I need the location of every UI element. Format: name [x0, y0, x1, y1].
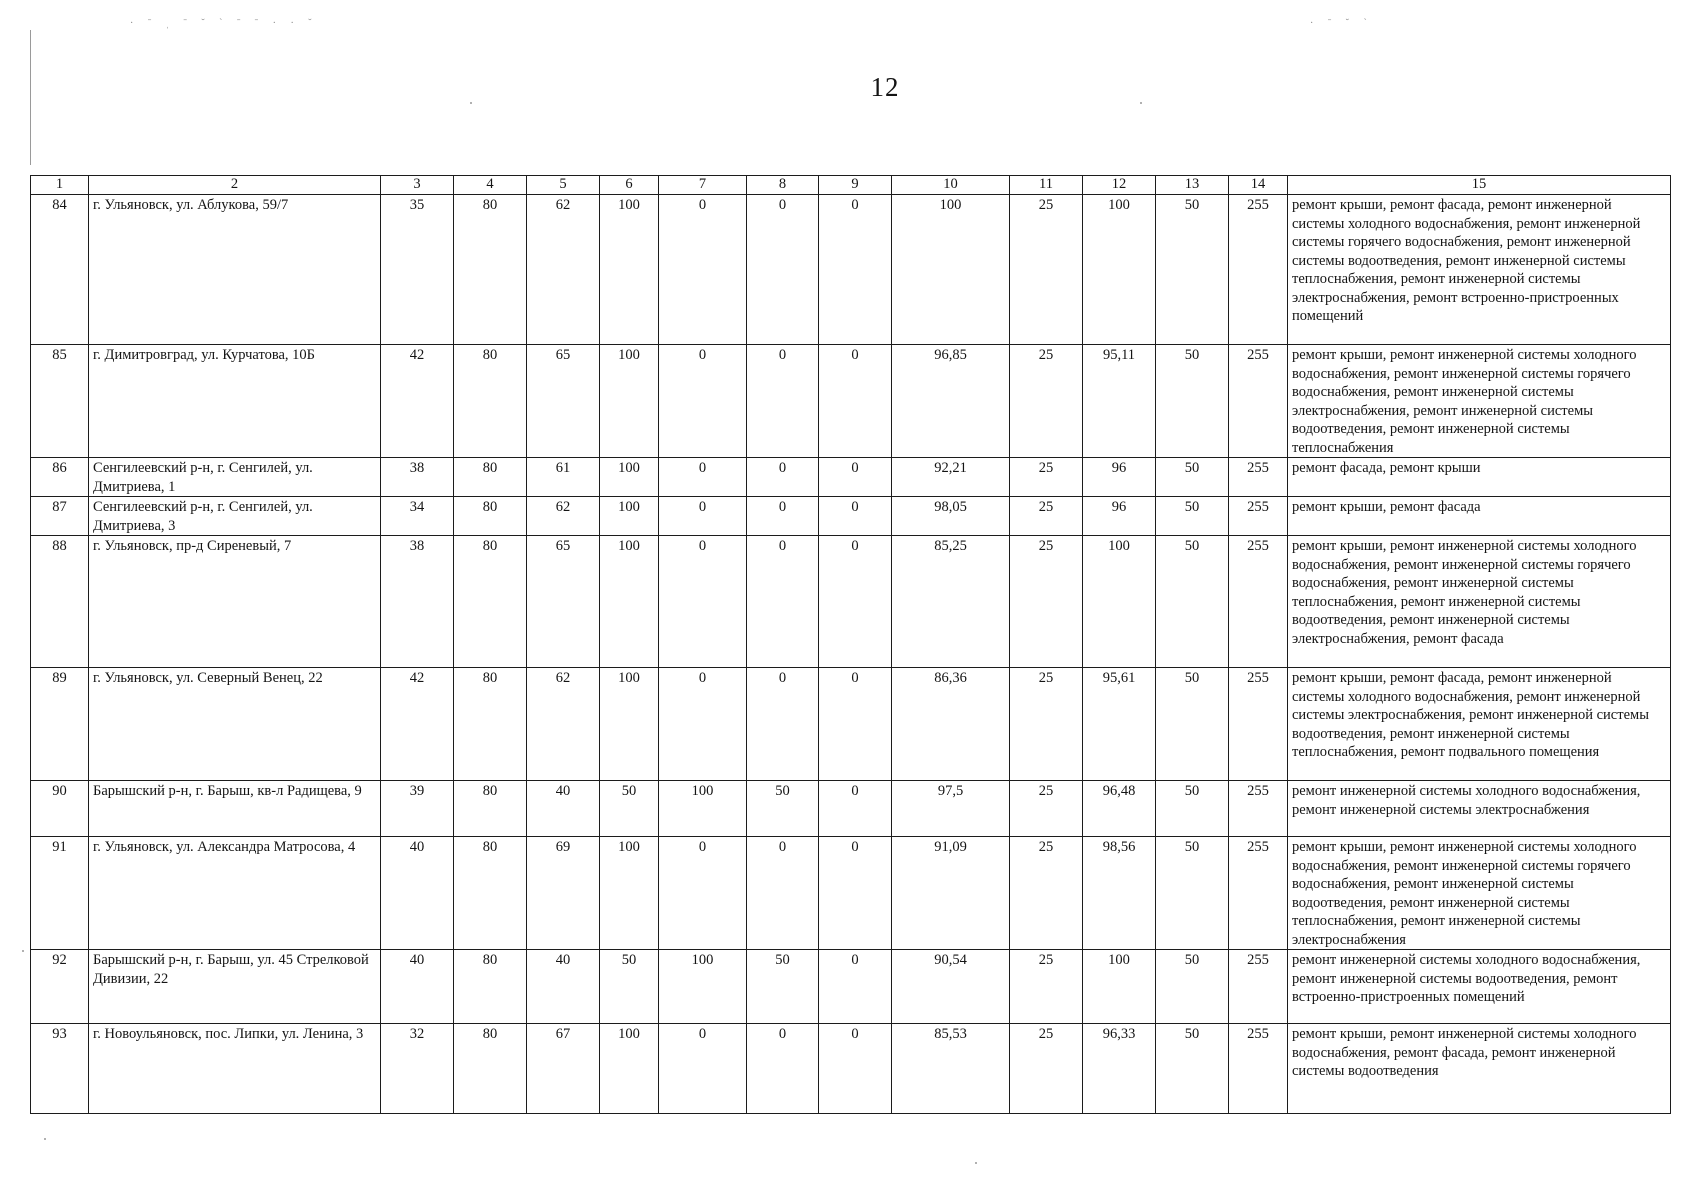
- table-row: [31, 1024, 1671, 1114]
- value-cell: 0: [747, 668, 819, 781]
- value-cell: 100: [1083, 195, 1156, 345]
- value-cell: 50: [1156, 195, 1229, 345]
- header-row: [31, 176, 1671, 195]
- value-cell: 50: [1156, 458, 1229, 497]
- row-number-cell: 92: [31, 950, 89, 1024]
- value-cell: 38: [381, 536, 454, 668]
- value-cell: 25: [1010, 1024, 1083, 1114]
- table-row: [31, 345, 1671, 458]
- works-cell: ремонт крыши, ремонт инженерной системы холодного водоснабжения, ремонт инженерной системы горячего водоснабжения, ремонт инженерной системы электроснабжения, ремонт инженерной системы водоотведения, ремонт инженерной системы теплоснабжения: [1288, 345, 1671, 458]
- value-cell: 38: [381, 458, 454, 497]
- column-header-6: 6: [600, 176, 659, 195]
- value-cell: 90,54: [892, 950, 1010, 1024]
- value-cell: 80: [454, 458, 527, 497]
- value-cell: 255: [1229, 837, 1288, 950]
- value-cell: 80: [454, 837, 527, 950]
- value-cell: 95,61: [1083, 668, 1156, 781]
- value-cell: 50: [600, 950, 659, 1024]
- value-cell: 80: [454, 668, 527, 781]
- value-cell: 0: [659, 195, 747, 345]
- value-cell: 98,05: [892, 497, 1010, 536]
- value-cell: 86,36: [892, 668, 1010, 781]
- value-cell: 50: [747, 950, 819, 1024]
- value-cell: 100: [600, 668, 659, 781]
- column-header-9: 9: [819, 176, 892, 195]
- value-cell: 0: [747, 837, 819, 950]
- works-cell: ремонт крыши, ремонт инженерной системы холодного водоснабжения, ремонт инженерной системы горячего водоснабжения, ремонт инженерной системы теплоснабжения, ремонт инженерной системы водоотведения, ремонт инженерной системы электроснабжения, ремонт фасада: [1288, 536, 1671, 668]
- value-cell: 0: [659, 536, 747, 668]
- value-cell: 50: [1156, 837, 1229, 950]
- value-cell: 25: [1010, 781, 1083, 837]
- row-number-cell: 87: [31, 497, 89, 536]
- row-number-cell: 85: [31, 345, 89, 458]
- value-cell: 0: [747, 1024, 819, 1114]
- row-number-cell: 91: [31, 837, 89, 950]
- value-cell: 50: [1156, 536, 1229, 668]
- works-cell: ремонт крыши, ремонт инженерной системы холодного водоснабжения, ремонт фасада, ремонт инженерной системы водоотведения: [1288, 1024, 1671, 1114]
- value-cell: 255: [1229, 497, 1288, 536]
- value-cell: 100: [600, 1024, 659, 1114]
- value-cell: 62: [527, 195, 600, 345]
- value-cell: 25: [1010, 536, 1083, 668]
- value-cell: 100: [659, 781, 747, 837]
- value-cell: 100: [1083, 950, 1156, 1024]
- address-cell: Барышский р-н, г. Барыш, ул. 45 Стрелковой Дивизии, 22: [89, 950, 381, 1024]
- address-cell: г. Димитровград, ул. Курчатова, 10Б: [89, 345, 381, 458]
- value-cell: 96,48: [1083, 781, 1156, 837]
- scan-speck: [44, 1138, 46, 1140]
- value-cell: 100: [1083, 536, 1156, 668]
- value-cell: 80: [454, 345, 527, 458]
- address-cell: г. Ульяновск, ул. Северный Венец, 22: [89, 668, 381, 781]
- column-header-4: 4: [454, 176, 527, 195]
- column-header-7: 7: [659, 176, 747, 195]
- value-cell: 100: [600, 195, 659, 345]
- value-cell: 25: [1010, 195, 1083, 345]
- value-cell: 100: [600, 497, 659, 536]
- works-cell: ремонт фасада, ремонт крыши: [1288, 458, 1671, 497]
- value-cell: 80: [454, 497, 527, 536]
- value-cell: 50: [1156, 497, 1229, 536]
- value-cell: 100: [600, 536, 659, 668]
- value-cell: 50: [747, 781, 819, 837]
- value-cell: 96: [1083, 458, 1156, 497]
- value-cell: 42: [381, 668, 454, 781]
- value-cell: 0: [659, 1024, 747, 1114]
- value-cell: 25: [1010, 345, 1083, 458]
- works-cell: ремонт инженерной системы холодного водоснабжения, ремонт инженерной системы водоотведения, ремонт встроенно-пристроенных помещений: [1288, 950, 1671, 1024]
- works-cell: ремонт инженерной системы холодного водоснабжения, ремонт инженерной системы электроснабжения: [1288, 781, 1671, 837]
- value-cell: 95,11: [1083, 345, 1156, 458]
- value-cell: 255: [1229, 345, 1288, 458]
- value-cell: 50: [1156, 950, 1229, 1024]
- scan-artifact-marks: · ˉ ˌ ˉ ˘ ˋ ˉ ˉ · · ˘: [130, 18, 318, 29]
- value-cell: 0: [819, 837, 892, 950]
- value-cell: 100: [600, 345, 659, 458]
- value-cell: 96,85: [892, 345, 1010, 458]
- value-cell: 255: [1229, 195, 1288, 345]
- value-cell: 40: [381, 837, 454, 950]
- value-cell: 0: [819, 950, 892, 1024]
- value-cell: 0: [659, 345, 747, 458]
- value-cell: 100: [659, 950, 747, 1024]
- value-cell: 39: [381, 781, 454, 837]
- value-cell: 0: [659, 497, 747, 536]
- value-cell: 25: [1010, 497, 1083, 536]
- address-cell: г. Новоульяновск, пос. Липки, ул. Ленина, 3: [89, 1024, 381, 1114]
- table-row: [31, 837, 1671, 950]
- table-row: [31, 497, 1671, 536]
- column-header-3: 3: [381, 176, 454, 195]
- row-number-cell: 93: [31, 1024, 89, 1114]
- value-cell: 80: [454, 1024, 527, 1114]
- value-cell: 35: [381, 195, 454, 345]
- address-cell: Барышский р-н, г. Барыш, кв-л Радищева, 9: [89, 781, 381, 837]
- column-header-11: 11: [1010, 176, 1083, 195]
- value-cell: 0: [747, 536, 819, 668]
- value-cell: 255: [1229, 668, 1288, 781]
- row-number-cell: 88: [31, 536, 89, 668]
- table-row: [31, 781, 1671, 837]
- column-header-2: 2: [89, 176, 381, 195]
- value-cell: 62: [527, 668, 600, 781]
- value-cell: 255: [1229, 536, 1288, 668]
- scan-artifact-marks-right: · ˉ ˘ ˋ: [1310, 18, 1373, 29]
- value-cell: 50: [1156, 1024, 1229, 1114]
- column-header-5: 5: [527, 176, 600, 195]
- column-header-8: 8: [747, 176, 819, 195]
- address-cell: г. Ульяновск, ул. Александра Матросова, 4: [89, 837, 381, 950]
- value-cell: 96: [1083, 497, 1156, 536]
- value-cell: 42: [381, 345, 454, 458]
- column-header-12: 12: [1083, 176, 1156, 195]
- value-cell: 97,5: [892, 781, 1010, 837]
- row-number-cell: 89: [31, 668, 89, 781]
- works-cell: ремонт крыши, ремонт фасада, ремонт инженерной системы холодного водоснабжения, ремонт инженерной системы электроснабжения, ремонт инженерной системы водоотведения, ремонт инженерной системы теплоснабжения, ремонт подвального помещения: [1288, 668, 1671, 781]
- value-cell: 32: [381, 1024, 454, 1114]
- value-cell: 0: [819, 458, 892, 497]
- value-cell: 25: [1010, 668, 1083, 781]
- table-row: [31, 458, 1671, 497]
- table-row: [31, 950, 1671, 1024]
- table-row: [31, 195, 1671, 345]
- value-cell: 255: [1229, 458, 1288, 497]
- value-cell: 62: [527, 497, 600, 536]
- value-cell: 67: [527, 1024, 600, 1114]
- value-cell: 92,21: [892, 458, 1010, 497]
- value-cell: 85,53: [892, 1024, 1010, 1114]
- value-cell: 255: [1229, 781, 1288, 837]
- value-cell: 69: [527, 837, 600, 950]
- column-header-15: 15: [1288, 176, 1671, 195]
- value-cell: 25: [1010, 837, 1083, 950]
- column-header-1: 1: [31, 176, 89, 195]
- address-cell: г. Ульяновск, пр-д Сиреневый, 7: [89, 536, 381, 668]
- value-cell: 0: [747, 345, 819, 458]
- value-cell: 0: [819, 1024, 892, 1114]
- value-cell: 34: [381, 497, 454, 536]
- address-cell: г. Ульяновск, ул. Аблукова, 59/7: [89, 195, 381, 345]
- table-row: [31, 668, 1671, 781]
- address-cell: Сенгилеевский р-н, г. Сенгилей, ул. Дмитриева, 1: [89, 458, 381, 497]
- value-cell: 100: [600, 837, 659, 950]
- value-cell: 96,33: [1083, 1024, 1156, 1114]
- value-cell: 65: [527, 345, 600, 458]
- value-cell: 0: [819, 195, 892, 345]
- works-cell: ремонт крыши, ремонт инженерной системы холодного водоснабжения, ремонт инженерной системы горячего водоснабжения, ремонт инженерной системы водоотведения, ремонт инженерной системы теплоснабжения, ремонт инженерной системы электроснабжения: [1288, 837, 1671, 950]
- value-cell: 80: [454, 950, 527, 1024]
- column-header-10: 10: [892, 176, 1010, 195]
- housing-repair-table: [30, 175, 1671, 1114]
- value-cell: 0: [819, 345, 892, 458]
- value-cell: 91,09: [892, 837, 1010, 950]
- value-cell: 25: [1010, 458, 1083, 497]
- table-body: [31, 195, 1671, 1114]
- value-cell: 25: [1010, 950, 1083, 1024]
- page-number: 12: [870, 72, 900, 102]
- value-cell: 65: [527, 536, 600, 668]
- value-cell: 0: [659, 837, 747, 950]
- value-cell: 0: [819, 497, 892, 536]
- value-cell: 50: [1156, 668, 1229, 781]
- value-cell: 80: [454, 781, 527, 837]
- value-cell: 61: [527, 458, 600, 497]
- table-row: [31, 536, 1671, 668]
- value-cell: 80: [454, 536, 527, 668]
- value-cell: 40: [527, 950, 600, 1024]
- column-header-13: 13: [1156, 176, 1229, 195]
- value-cell: 0: [747, 195, 819, 345]
- value-cell: 0: [747, 458, 819, 497]
- column-header-14: 14: [1229, 176, 1288, 195]
- value-cell: 50: [600, 781, 659, 837]
- value-cell: 40: [381, 950, 454, 1024]
- value-cell: 0: [659, 458, 747, 497]
- row-number-cell: 84: [31, 195, 89, 345]
- value-cell: 40: [527, 781, 600, 837]
- value-cell: 0: [819, 536, 892, 668]
- value-cell: 100: [892, 195, 1010, 345]
- value-cell: 80: [454, 195, 527, 345]
- value-cell: 255: [1229, 1024, 1288, 1114]
- value-cell: 100: [600, 458, 659, 497]
- value-cell: 0: [819, 781, 892, 837]
- value-cell: 50: [1156, 781, 1229, 837]
- address-cell: Сенгилеевский р-н, г. Сенгилей, ул. Дмитриева, 3: [89, 497, 381, 536]
- value-cell: 85,25: [892, 536, 1010, 668]
- row-number-cell: 86: [31, 458, 89, 497]
- scan-speck: [22, 950, 24, 952]
- works-cell: ремонт крыши, ремонт фасада, ремонт инженерной системы холодного водоснабжения, ремонт инженерной системы горячего водоснабжения, ремонт инженерной системы водоотведения, ремонт инженерной системы теплоснабжения, ремонт инженерной системы электроснабжения, ремонт встроенно-пристроенных помещений: [1288, 195, 1671, 345]
- value-cell: 98,56: [1083, 837, 1156, 950]
- value-cell: 0: [659, 668, 747, 781]
- value-cell: 50: [1156, 345, 1229, 458]
- value-cell: 0: [819, 668, 892, 781]
- works-cell: ремонт крыши, ремонт фасада: [1288, 497, 1671, 536]
- scan-speck: [975, 1162, 977, 1164]
- value-cell: 0: [747, 497, 819, 536]
- value-cell: 255: [1229, 950, 1288, 1024]
- row-number-cell: 90: [31, 781, 89, 837]
